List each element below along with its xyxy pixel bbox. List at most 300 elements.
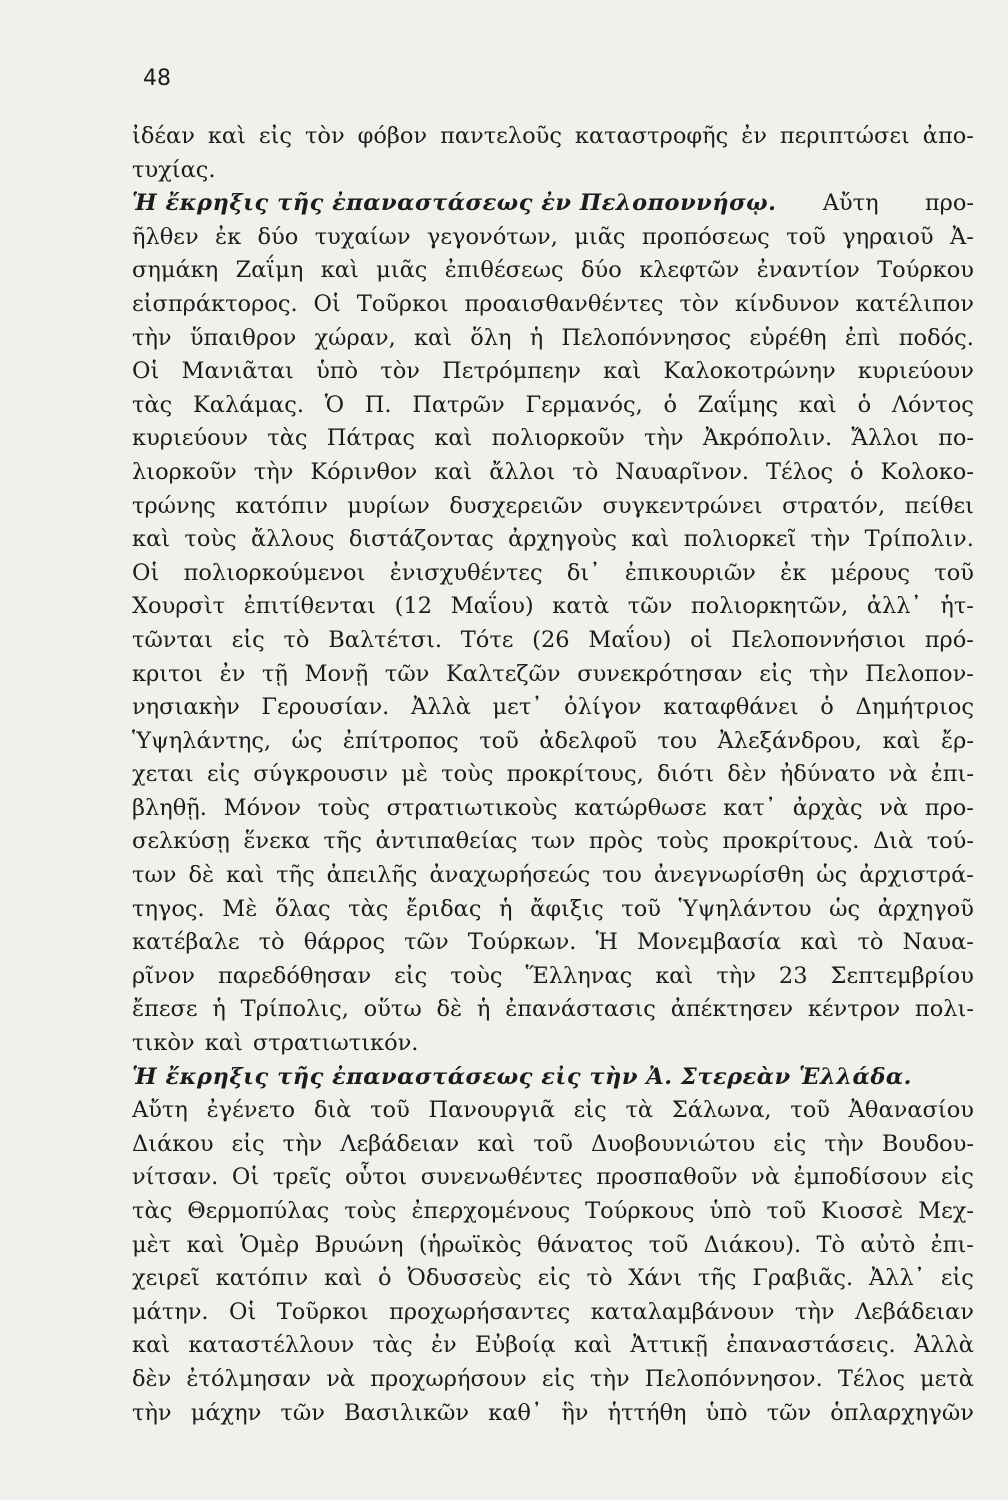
word: ἐπίτροπος bbox=[342, 727, 459, 754]
word: Ἡ bbox=[595, 929, 618, 956]
word: Μεχ- bbox=[918, 1198, 974, 1224]
word: μετὰ bbox=[920, 1365, 974, 1392]
word: (26 bbox=[532, 626, 570, 653]
word: εἰς bbox=[231, 626, 265, 653]
word: κατέλιπον bbox=[855, 290, 974, 317]
text-line bbox=[132, 893, 974, 927]
text-line bbox=[132, 1329, 974, 1363]
word: τῆς bbox=[276, 862, 315, 889]
word: ἐν bbox=[741, 123, 767, 149]
word: τῶν bbox=[766, 1399, 812, 1426]
word: τὴν bbox=[808, 660, 849, 687]
word: ἐπι- bbox=[930, 761, 974, 788]
word: Διὰ bbox=[872, 828, 914, 855]
word: ἀπέκτησεν bbox=[670, 996, 794, 1023]
word: τὴν bbox=[132, 1399, 172, 1426]
word: Ναυαρῖνον. bbox=[615, 458, 750, 485]
word: τὸ bbox=[857, 929, 884, 956]
word: ἐπαναστάσεις. bbox=[726, 1332, 896, 1359]
word: ἀρχὰς bbox=[792, 794, 863, 821]
word: ἀρχηγοὺς bbox=[508, 526, 617, 553]
text-line bbox=[132, 825, 974, 859]
word: Βασιλικῶν bbox=[343, 1399, 470, 1426]
word: μέρους bbox=[830, 559, 910, 586]
word: τοὺς bbox=[344, 1198, 397, 1224]
word: προκρίτους, bbox=[506, 761, 644, 788]
word: καὶ bbox=[226, 862, 265, 889]
word: Βρυώνη bbox=[314, 1231, 404, 1258]
word: Λόντος bbox=[891, 391, 974, 418]
word: Εὐβοίᾳ bbox=[475, 1332, 556, 1359]
word: τὴν bbox=[282, 1130, 323, 1157]
word: καὶ bbox=[132, 1332, 171, 1359]
word: τρώνης bbox=[132, 492, 216, 519]
word: εἰς bbox=[573, 1097, 607, 1124]
word: Ὑψηλάντης, bbox=[132, 727, 272, 754]
word: παρεδόθησαν bbox=[217, 962, 372, 989]
word: εἰς bbox=[537, 1265, 571, 1292]
word: κυριεύουν bbox=[857, 358, 974, 385]
word: εἰς bbox=[231, 1130, 265, 1157]
word: τὰς bbox=[267, 425, 308, 452]
text-line bbox=[132, 960, 974, 994]
word: πο- bbox=[938, 425, 974, 452]
word: στρατόν, bbox=[782, 492, 886, 519]
word: τῇ bbox=[261, 660, 288, 687]
text-line bbox=[132, 1027, 974, 1061]
word: ἀνεγνωρίσθη bbox=[653, 862, 805, 889]
text-line bbox=[132, 1363, 974, 1397]
word: Κόρινθον bbox=[310, 458, 418, 485]
text-line bbox=[132, 557, 974, 591]
word: καὶ bbox=[798, 391, 837, 418]
word: ἐναντίον bbox=[756, 257, 860, 284]
word: ὑπὸ bbox=[316, 358, 359, 385]
word: Βουδου- bbox=[881, 1130, 974, 1157]
word: Ἀκρόπολιν. bbox=[702, 425, 833, 452]
word: καταστροφῆς bbox=[574, 123, 729, 149]
word: Λεβάδειαν bbox=[854, 1298, 974, 1325]
word: ἔπεσε bbox=[132, 996, 198, 1023]
word: κατόπιν bbox=[235, 492, 328, 519]
word: μὲτ bbox=[132, 1231, 172, 1258]
word: ὀλίγον bbox=[564, 694, 642, 721]
word: ὁ bbox=[663, 391, 677, 418]
word: 23 bbox=[778, 962, 808, 989]
text-line bbox=[132, 1128, 974, 1162]
word: στρατιωτικόν. bbox=[252, 1030, 419, 1057]
word: βληθῇ. bbox=[132, 794, 207, 821]
word: δύο bbox=[257, 223, 299, 250]
word: Ζαΐμη bbox=[235, 257, 304, 284]
word: τοὺς bbox=[656, 828, 709, 855]
word: Θερμοπύλας bbox=[187, 1198, 330, 1224]
word: Πελοποννήσιοι bbox=[731, 626, 906, 653]
text-line bbox=[132, 1161, 974, 1195]
word: ἀλλ᾽ bbox=[866, 593, 922, 620]
word: κατ᾽ bbox=[723, 794, 777, 821]
word: Σάλωνα, bbox=[671, 1097, 772, 1124]
word: ἡ bbox=[499, 895, 513, 922]
word: προκρίτους. bbox=[722, 828, 860, 855]
word: ἰδέαν bbox=[132, 123, 195, 149]
word: Ὁμὲρ bbox=[239, 1231, 300, 1258]
word: τυχαίων bbox=[314, 223, 411, 250]
word: τῶν bbox=[627, 593, 673, 620]
word: ὡς bbox=[816, 862, 848, 889]
body-text bbox=[132, 120, 974, 1430]
word: Πελοπόννησον. bbox=[644, 1365, 823, 1392]
word: γηραιοῦ bbox=[842, 223, 934, 250]
word: τῶν bbox=[404, 929, 449, 956]
word: οὕτω bbox=[363, 996, 422, 1023]
word: ὑπὸ bbox=[709, 1198, 752, 1224]
word: Πελοπόννησος bbox=[561, 324, 732, 351]
word: Οἱ bbox=[132, 358, 160, 385]
word: Τέλος bbox=[837, 1365, 905, 1392]
word: Ναυα- bbox=[902, 929, 974, 956]
word: καὶ bbox=[132, 526, 171, 553]
word: ἡ bbox=[529, 324, 544, 351]
word: πολι- bbox=[914, 996, 974, 1023]
word: προχωρήσαντες bbox=[389, 1298, 571, 1325]
word: τοῦ bbox=[786, 223, 826, 250]
word: Πετρόμπεην bbox=[442, 358, 581, 385]
word: συνεκρότησαν bbox=[577, 660, 743, 687]
word: μάχην bbox=[190, 1399, 262, 1426]
word: Οἱ bbox=[132, 559, 160, 586]
text-line bbox=[132, 1262, 974, 1296]
word: πρὸς bbox=[588, 828, 644, 855]
text-line bbox=[132, 993, 974, 1027]
word: τὰς bbox=[348, 895, 389, 922]
word: ἔριδας bbox=[405, 895, 482, 922]
word: τῶν bbox=[280, 1399, 325, 1426]
word: συγκεντρώνει bbox=[602, 492, 763, 519]
word: δὲν bbox=[727, 761, 767, 788]
word: παντελοῦς bbox=[440, 123, 562, 149]
word: εἰς bbox=[541, 1365, 575, 1392]
word: των bbox=[132, 862, 177, 889]
word: Μονεμβασία bbox=[637, 929, 782, 956]
word: Βαλτέτσι. bbox=[328, 626, 443, 653]
word: τῶνται bbox=[132, 626, 213, 653]
word: Τοῦρκοι bbox=[356, 290, 449, 317]
word: Ἀλλὰ bbox=[410, 694, 471, 721]
word: καὶ bbox=[204, 1030, 243, 1057]
word: (ἡρωϊκὸς bbox=[418, 1231, 522, 1258]
text-line bbox=[132, 523, 974, 557]
word: ἀπο- bbox=[922, 123, 974, 149]
word: Ἀ- bbox=[950, 223, 974, 250]
word: Λεβάδειαν bbox=[340, 1130, 460, 1157]
word: θάρρος bbox=[303, 929, 386, 956]
word: νὰ bbox=[326, 1365, 356, 1392]
word: Καλτεζῶν bbox=[446, 660, 561, 687]
word: ἡττήθη bbox=[607, 1399, 687, 1426]
text-line bbox=[132, 792, 974, 826]
word: τὴν bbox=[824, 1130, 864, 1157]
word: χειρεῖ bbox=[132, 1265, 200, 1292]
text-line bbox=[132, 758, 974, 792]
word: καὶ bbox=[574, 1332, 613, 1359]
word: Τούρκους bbox=[585, 1198, 695, 1224]
word: καὶ bbox=[631, 526, 670, 553]
word: στρατιωτικοὺς bbox=[386, 794, 558, 821]
word: ἡ bbox=[212, 996, 226, 1023]
word: καὶ bbox=[413, 324, 453, 351]
word: κατώρθωσε bbox=[574, 794, 707, 821]
word: πολιορκοῦν bbox=[491, 425, 625, 452]
word: Γερμανός, bbox=[525, 391, 643, 418]
text-line bbox=[132, 389, 974, 423]
word: τὴν bbox=[132, 324, 172, 351]
word: Οἱ bbox=[313, 290, 341, 317]
word: τὸ bbox=[586, 1265, 613, 1292]
word: δυσχερειῶν bbox=[449, 492, 583, 519]
word: γεγονότων, bbox=[426, 223, 558, 250]
word: του bbox=[602, 862, 642, 889]
word: των bbox=[530, 828, 576, 855]
section-heading: Ἡ ἔκρηξις τῆς ἐπαναστάσεως ἐν Πελοποννήσῳ. bbox=[132, 190, 777, 217]
word: εὑρέθη bbox=[749, 324, 827, 351]
text-line bbox=[132, 288, 974, 322]
word: ὁ bbox=[850, 458, 864, 485]
word: κατέβαλε bbox=[132, 929, 240, 956]
word: τηγος. bbox=[132, 895, 205, 922]
word: Π. bbox=[364, 391, 392, 418]
word: καὶ bbox=[477, 1130, 516, 1157]
word: νὰ bbox=[751, 1164, 781, 1191]
word: καὶ bbox=[186, 1231, 225, 1258]
word: τοῦ bbox=[766, 1198, 807, 1224]
word: μάτην. bbox=[132, 1298, 209, 1325]
word: διότι bbox=[656, 761, 715, 788]
word: εἰς bbox=[759, 660, 793, 687]
word: ἐπὶ bbox=[844, 324, 881, 351]
word: ὁ bbox=[857, 391, 872, 418]
word: Οἱ bbox=[229, 1298, 257, 1325]
word: κίνδυνον bbox=[734, 290, 840, 317]
word: τὸν bbox=[304, 123, 345, 149]
word: τοῦ bbox=[790, 1097, 830, 1124]
word: ἄλλους bbox=[250, 526, 335, 553]
word: Τότε bbox=[460, 626, 514, 653]
text-line bbox=[132, 154, 974, 188]
text-line bbox=[132, 691, 974, 725]
section-heading: Ἡ ἔκρηξις τῆς ἐπαναστάσεως εἰς τὴν Ἀ. Στερεὰν Ἑλλάδα. bbox=[132, 1063, 913, 1090]
word: εἰς bbox=[773, 1130, 807, 1157]
word: τοῦ bbox=[621, 895, 661, 922]
text-line bbox=[132, 187, 974, 221]
word: τῆς bbox=[323, 828, 363, 855]
word: καὶ bbox=[320, 257, 359, 284]
word: ἐπανάστασις bbox=[505, 996, 656, 1023]
word: Τὸ bbox=[816, 1231, 846, 1258]
word: ἀδελφοῦ bbox=[539, 727, 637, 754]
word: τῶν bbox=[384, 660, 430, 687]
word: νίτσαν. bbox=[132, 1164, 219, 1191]
word: Τέλος bbox=[766, 458, 834, 485]
word: τὴν bbox=[810, 526, 851, 553]
word: πολιορκητῶν, bbox=[690, 593, 849, 620]
word: τοῦ bbox=[533, 1130, 573, 1157]
word: τρεῖς bbox=[272, 1164, 332, 1191]
word: τὰ bbox=[625, 1097, 654, 1124]
word: δὲ bbox=[436, 996, 463, 1023]
word: σύγκρουσιν bbox=[253, 761, 389, 788]
word: Ἀλλ᾽ bbox=[868, 1265, 925, 1292]
word: δὲ bbox=[188, 862, 215, 889]
word: αὐτὸ bbox=[860, 1231, 916, 1258]
word: ἡτ- bbox=[940, 593, 974, 620]
word: ἀντιπαθείας bbox=[375, 828, 518, 855]
word: ὡς bbox=[829, 895, 861, 922]
word: Τοῦρκοι bbox=[276, 1298, 369, 1325]
word: χεται bbox=[132, 761, 194, 788]
word: ὅλη bbox=[470, 324, 512, 351]
word: ἐπιτίθενται bbox=[243, 593, 377, 620]
text-line bbox=[132, 355, 974, 389]
word: καὶ bbox=[882, 727, 921, 754]
word: εἰς bbox=[258, 123, 292, 149]
word: Αὔτη bbox=[822, 190, 879, 217]
text-line bbox=[132, 254, 974, 288]
word: τοῦ bbox=[479, 727, 519, 754]
word: Διάκου bbox=[132, 1130, 214, 1157]
word: τοὺς bbox=[441, 761, 494, 788]
word: μὲ bbox=[401, 761, 428, 788]
word: Ὁ bbox=[324, 391, 345, 418]
word: Χάνι bbox=[628, 1265, 683, 1292]
word: τού- bbox=[926, 828, 974, 855]
word: Τρίπολις, bbox=[240, 996, 349, 1023]
word: τῆς bbox=[697, 1265, 737, 1292]
word: κατόπιν bbox=[215, 1265, 309, 1292]
word: τοῦ bbox=[934, 559, 974, 586]
word: Μαΐου) bbox=[588, 626, 672, 653]
word: Μονῇ bbox=[304, 660, 369, 687]
word: ὕπαιθρον bbox=[189, 324, 297, 351]
word: τὰς bbox=[132, 1198, 173, 1224]
word: ἐκ bbox=[215, 223, 242, 250]
text-line bbox=[132, 590, 974, 624]
word: εἰς bbox=[394, 962, 428, 989]
word: τικὸν bbox=[132, 1030, 195, 1057]
word: ὁπλαρχηγῶν bbox=[830, 1399, 974, 1426]
word: Σεπτεμβρίου bbox=[830, 962, 974, 989]
word: ὑπὸ bbox=[705, 1399, 748, 1426]
word: Ἕλληνας bbox=[525, 962, 633, 989]
word: ὡς bbox=[291, 727, 323, 754]
word: Μανιᾶται bbox=[181, 358, 294, 385]
word: ἄφιξις bbox=[530, 895, 604, 922]
word: τὰς bbox=[132, 391, 173, 418]
word: καταφθάνει bbox=[663, 694, 799, 721]
text-line bbox=[132, 926, 974, 960]
word: κέντρον bbox=[807, 996, 901, 1023]
text-line bbox=[132, 490, 974, 524]
word: ἀρχιστρά- bbox=[859, 862, 974, 889]
word: κριτοι bbox=[132, 660, 203, 687]
word: Καλάμας. bbox=[192, 391, 304, 418]
word: Οἱ bbox=[231, 1164, 260, 1191]
text-line bbox=[132, 1397, 974, 1431]
word: ὁ bbox=[378, 1265, 392, 1292]
word: τοῦ bbox=[370, 1097, 410, 1124]
word: σελκύσῃ bbox=[132, 828, 230, 855]
word: ἐνισχυθέντες bbox=[389, 559, 543, 586]
word: θάνατος bbox=[537, 1231, 634, 1258]
word: ρῖνον bbox=[132, 962, 195, 989]
word: μιᾶς bbox=[574, 223, 626, 250]
word: τὸν bbox=[380, 358, 420, 385]
word: δι᾽ bbox=[566, 559, 601, 586]
word: τὸν bbox=[679, 290, 719, 317]
word: διστάζοντας bbox=[348, 526, 494, 553]
word: τὸ bbox=[572, 458, 599, 485]
word: νὰ bbox=[888, 761, 918, 788]
word: καὶ bbox=[324, 1265, 363, 1292]
word: ἕνεκα bbox=[243, 828, 311, 855]
word: τυχίας. bbox=[132, 156, 216, 183]
word: Χουρσὶτ bbox=[132, 593, 226, 620]
word: ἣν bbox=[561, 1399, 589, 1426]
word: λιορκοῦν bbox=[132, 458, 237, 485]
word: τὴν bbox=[644, 425, 684, 452]
word: Τρίπολιν. bbox=[864, 526, 974, 553]
word: ἠδύνατο bbox=[779, 761, 876, 788]
word: ἐμποδίσουν bbox=[793, 1164, 928, 1191]
word: ἡ bbox=[476, 996, 491, 1023]
word: τοῦ bbox=[648, 1231, 689, 1258]
word: συνενωθέντες bbox=[420, 1164, 583, 1191]
word: μυρίων bbox=[347, 492, 430, 519]
word: πρό- bbox=[924, 626, 974, 653]
word: ἐπερχομένους bbox=[411, 1198, 571, 1224]
text-line bbox=[132, 1195, 974, 1229]
word: Μὲ bbox=[222, 895, 258, 922]
word: τοὺς bbox=[184, 526, 237, 553]
word: κυριεύουν bbox=[132, 425, 249, 452]
word: τὴν bbox=[794, 1298, 835, 1325]
word: Τούρκων. bbox=[467, 929, 577, 956]
word: Ἀλλὰ bbox=[913, 1332, 974, 1359]
word: Διάκου). bbox=[703, 1231, 802, 1258]
word: καὶ bbox=[207, 123, 246, 149]
word: εἰς bbox=[940, 1265, 974, 1292]
word: ἐπιθέσεως bbox=[444, 257, 564, 284]
page-number: 48 bbox=[143, 66, 171, 91]
text-line bbox=[132, 1061, 974, 1095]
word: κατὰ bbox=[552, 593, 610, 620]
word: Αὔτη bbox=[132, 1097, 188, 1124]
word: τὸ bbox=[283, 626, 310, 653]
text-line bbox=[132, 221, 974, 255]
word: καὶ bbox=[655, 962, 694, 989]
word: Ὑψηλάντου bbox=[678, 895, 812, 922]
word: τὰς bbox=[372, 1332, 413, 1359]
word: Δημήτριος bbox=[855, 694, 974, 721]
text-line bbox=[132, 1229, 974, 1263]
text-line bbox=[132, 658, 974, 692]
text-line bbox=[132, 1296, 974, 1330]
word: Πανουργιᾶ bbox=[428, 1097, 555, 1124]
word: καταστέλλουν bbox=[188, 1332, 355, 1359]
word: προπόσεως bbox=[641, 223, 770, 250]
word: Γραβιᾶς. bbox=[752, 1265, 854, 1292]
word: ἐν bbox=[430, 1332, 457, 1359]
